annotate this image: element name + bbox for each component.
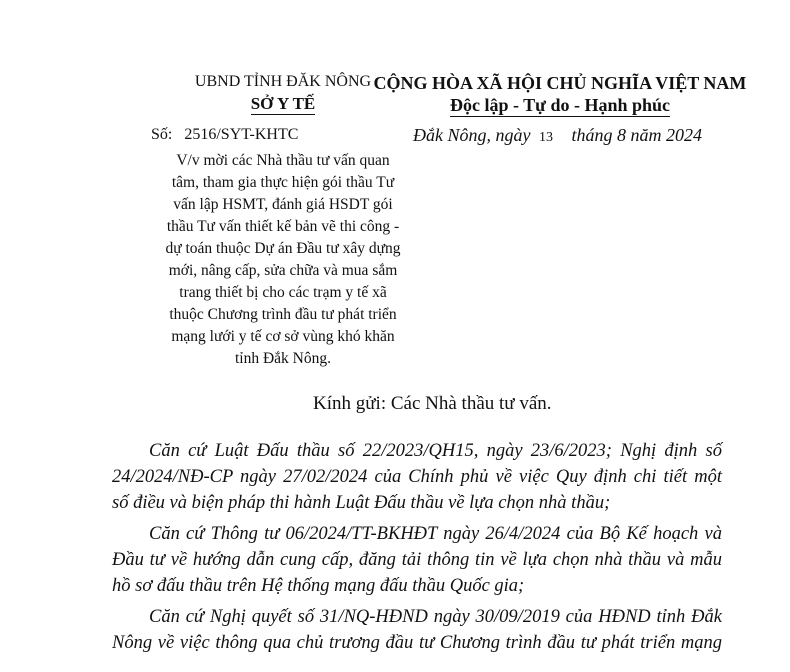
subject-line: V/v mời các Nhà thầu tư vấn quan [176, 152, 390, 169]
subject-line: thuộc Chương trình đầu tư phát triển [169, 306, 397, 323]
body-p3-line: Căn cứ Nghị quyết số 31/NQ-HĐND ngày 30/09/2019 của HĐND tỉnh Đắk [149, 607, 722, 627]
body-p3-line: Nông về việc thông qua chủ trương đầu tư Chương trình đầu tư phát triển mạng [112, 633, 722, 653]
body-p2-line: hồ sơ đấu thầu trên Hệ thống mạng đấu thầu Quốc gia; [112, 576, 525, 596]
subject-line: mạng lưới y tế cơ sở vùng khó khăn [171, 328, 395, 345]
subject-line: tâm, tham gia thực hiện gói thầu Tư [171, 174, 395, 191]
org-name: SỞ Y TẾ [250, 94, 316, 113]
subject-line: thầu Tư vấn thiết kế bản vẽ thi công - [166, 218, 400, 235]
subject-line: mới, nâng cấp, sửa chữa và mua sắm [168, 262, 398, 279]
nation-title: CỘNG HÒA XÃ HỘI CHỦ NGHĨA VIỆT NAM [373, 73, 747, 93]
subject-line: dự toán thuộc Dự án Đầu tư xây dựng [165, 240, 401, 257]
doc-number-label: Số: [151, 126, 173, 143]
body-p1-line: số điều và biện pháp thi hành Luật Đấu thầu về lựa chọn nhà thầu; [112, 493, 611, 513]
date-line [413, 125, 702, 146]
org-parent: UBND TỈNH ĐĂK NÔNG [194, 73, 372, 90]
body-p1-line: 24/2024/NĐ-CP ngày 27/02/2024 của Chính phủ về việc Quy định chi tiết một [112, 467, 722, 487]
body-p2-line: Đầu tư về hướng dẫn cung cấp, đăng tải thông tin về lựa chọn nhà thầu và mẫu [112, 550, 722, 570]
subject-line: trang thiết bị cho các trạm y tế xã [179, 284, 387, 301]
doc-number [151, 126, 298, 144]
date-place: Đắk Nông, ngày [413, 125, 531, 145]
doc-number-value: 2516/SYT-KHTC [184, 126, 299, 143]
subject-line: tỉnh Đắk Nông. [234, 350, 331, 367]
date-day: 13 [538, 130, 553, 145]
motto-wrap [368, 95, 752, 117]
motto: Độc lập - Tự do - Hạnh phúc [449, 95, 671, 115]
date-rest: tháng 8 năm 2024 [571, 125, 702, 145]
subject-line: vấn lập HSMT, đánh giá HSDT gói [173, 196, 393, 213]
recipient: Kính gửi: Các Nhà thầu tư vấn. [313, 393, 552, 414]
body-p2-line: Căn cứ Thông tư 06/2024/TT-BKHĐT ngày 26/4/2024 của Bộ Kế hoạch và [149, 524, 722, 544]
body-p1-line: Căn cứ Luật Đấu thầu số 22/2023/QH15, ngày 23/6/2023; Nghị định số [149, 441, 722, 461]
